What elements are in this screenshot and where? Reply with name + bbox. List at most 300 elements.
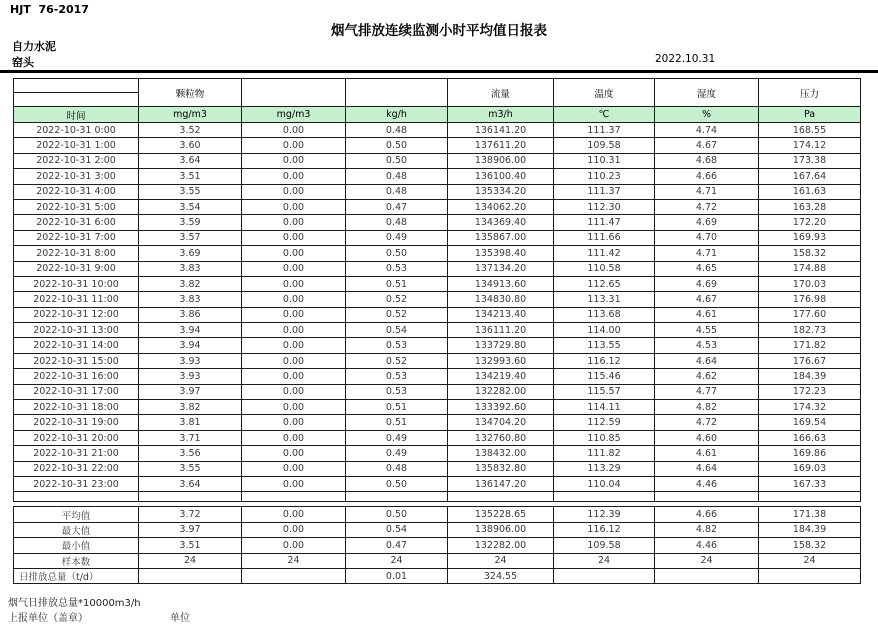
reporting-unit-label: 上报单位（盖章） (8, 613, 88, 624)
summary-value-cell: 0.00 (242, 507, 346, 522)
value-cell: 166.63 (759, 430, 861, 445)
summary-value-cell: 0.01 (346, 568, 448, 583)
summary-value-cell: 24 (242, 553, 346, 568)
summary-value-cell: 132282.00 (448, 538, 554, 553)
time-cell: 2022-10-31 7:00 (14, 230, 139, 245)
value-cell: 0.52 (346, 292, 448, 307)
summary-label-cell: 最小值 (14, 538, 139, 553)
time-cell: 2022-10-31 4:00 (14, 184, 139, 199)
value-cell: 158.32 (759, 246, 861, 261)
value-cell: 0.48 (346, 215, 448, 230)
summary-value-cell: 135228.65 (448, 507, 554, 522)
value-cell: 4.71 (655, 184, 759, 199)
value-cell: 4.61 (655, 446, 759, 461)
table-row (14, 430, 861, 445)
time-cell: 2022-10-31 3:00 (14, 169, 139, 184)
value-cell: 4.53 (655, 338, 759, 353)
header-divider (0, 70, 878, 73)
value-cell: 0.54 (346, 323, 448, 338)
value-cell: 0.48 (346, 169, 448, 184)
summary-value-cell: 116.12 (554, 522, 655, 537)
table-row (14, 415, 861, 430)
summary-value-cell: 24 (655, 553, 759, 568)
value-cell: 0.51 (346, 415, 448, 430)
value-cell: 134219.40 (448, 369, 554, 384)
value-cell: 111.82 (554, 446, 655, 461)
value-cell: 3.86 (139, 307, 242, 322)
summary-value-cell (759, 568, 861, 583)
time-cell: 2022-10-31 9:00 (14, 261, 139, 276)
page-title: 烟气排放连续监测小时平均值日报表 (331, 23, 547, 39)
unit-pa: Pa (759, 107, 861, 123)
hourly-data-table (13, 78, 861, 502)
table-row (14, 138, 861, 153)
value-cell: 172.20 (759, 215, 861, 230)
empty-cell (242, 492, 346, 502)
table-row (14, 199, 861, 214)
unit-celsius: ℃ (554, 107, 655, 123)
time-cell: 2022-10-31 8:00 (14, 246, 139, 261)
value-cell: 111.37 (554, 184, 655, 199)
value-cell: 132993.60 (448, 353, 554, 368)
time-cell: 2022-10-31 5:00 (14, 199, 139, 214)
value-cell: 4.67 (655, 138, 759, 153)
value-cell: 3.93 (139, 369, 242, 384)
value-cell: 137611.20 (448, 138, 554, 153)
value-cell: 110.04 (554, 476, 655, 491)
value-cell: 0.00 (242, 215, 346, 230)
value-cell: 184.39 (759, 369, 861, 384)
empty-cell (346, 492, 448, 502)
value-cell: 4.72 (655, 199, 759, 214)
value-cell: 167.33 (759, 476, 861, 491)
value-cell: 4.70 (655, 230, 759, 245)
value-cell: 0.00 (242, 276, 346, 291)
value-cell: 133392.60 (448, 400, 554, 415)
empty-cell (759, 492, 861, 502)
value-cell: 136111.20 (448, 323, 554, 338)
value-cell: 4.66 (655, 169, 759, 184)
value-cell: 3.51 (139, 169, 242, 184)
value-cell: 0.00 (242, 353, 346, 368)
value-cell: 0.47 (346, 199, 448, 214)
value-cell: 112.30 (554, 199, 655, 214)
value-cell: 3.69 (139, 246, 242, 261)
value-cell: 0.52 (346, 353, 448, 368)
summary-value-cell (554, 568, 655, 583)
value-cell: 3.64 (139, 153, 242, 168)
standard-code: HJT 76-2017 (10, 3, 89, 16)
value-cell: 3.55 (139, 461, 242, 476)
table-row (14, 261, 861, 276)
value-cell: 3.52 (139, 123, 242, 138)
summary-value-cell: 24 (346, 553, 448, 568)
summary-label-cell: 样本数 (14, 553, 139, 568)
value-cell: 0.53 (346, 384, 448, 399)
value-cell: 135867.00 (448, 230, 554, 245)
value-cell: 110.31 (554, 153, 655, 168)
table-row (14, 476, 861, 491)
value-cell: 113.31 (554, 292, 655, 307)
value-cell: 3.97 (139, 384, 242, 399)
value-cell: 0.53 (346, 369, 448, 384)
summary-row (14, 522, 861, 537)
summary-value-cell: 0.47 (346, 538, 448, 553)
value-cell: 174.32 (759, 400, 861, 415)
summary-value-cell: 24 (554, 553, 655, 568)
value-cell: 0.53 (346, 261, 448, 276)
value-cell: 3.55 (139, 184, 242, 199)
value-cell: 3.64 (139, 476, 242, 491)
value-cell: 3.94 (139, 323, 242, 338)
unit-percent: % (655, 107, 759, 123)
value-cell: 4.69 (655, 276, 759, 291)
company-name: 自力水泥 (12, 40, 56, 53)
empty-cell (14, 492, 139, 502)
table-row (14, 307, 861, 322)
empty-cell (139, 492, 242, 502)
unit-mgm3-2: mg/m3 (242, 107, 346, 123)
value-cell: 4.72 (655, 415, 759, 430)
value-cell: 0.00 (242, 169, 346, 184)
summary-row (14, 553, 861, 568)
value-cell: 132282.00 (448, 384, 554, 399)
value-cell: 0.49 (346, 446, 448, 461)
table-row (14, 123, 861, 138)
value-cell: 0.50 (346, 476, 448, 491)
value-cell: 0.48 (346, 461, 448, 476)
value-cell: 0.00 (242, 400, 346, 415)
table-row (14, 338, 861, 353)
value-cell: 3.81 (139, 415, 242, 430)
table-row (14, 215, 861, 230)
unit-header-row (14, 107, 861, 123)
value-cell: 134913.60 (448, 276, 554, 291)
value-cell: 136147.20 (448, 476, 554, 491)
value-cell: 109.58 (554, 138, 655, 153)
column-header-temperature: 温度 (554, 79, 655, 107)
value-cell: 4.65 (655, 261, 759, 276)
value-cell: 0.00 (242, 430, 346, 445)
value-cell: 3.83 (139, 261, 242, 276)
empty-cell (655, 492, 759, 502)
summary-row (14, 507, 861, 522)
value-cell: 4.62 (655, 369, 759, 384)
value-cell: 3.57 (139, 230, 242, 245)
table-row (14, 153, 861, 168)
value-cell: 3.82 (139, 400, 242, 415)
tables-container (13, 78, 861, 584)
value-cell: 4.68 (655, 153, 759, 168)
value-cell: 135334.20 (448, 184, 554, 199)
value-cell: 111.37 (554, 123, 655, 138)
empty-cell (554, 492, 655, 502)
value-cell: 138432.00 (448, 446, 554, 461)
time-cell: 2022-10-31 2:00 (14, 153, 139, 168)
value-cell: 132760.80 (448, 430, 554, 445)
value-cell: 0.50 (346, 153, 448, 168)
value-cell: 0.50 (346, 246, 448, 261)
value-cell: 137134.20 (448, 261, 554, 276)
time-cell: 2022-10-31 18:00 (14, 400, 139, 415)
summary-value-cell: 24 (759, 553, 861, 568)
summary-value-cell: 0.50 (346, 507, 448, 522)
summary-value-cell: 3.97 (139, 522, 242, 537)
summary-row (14, 568, 861, 583)
time-cell: 2022-10-31 11:00 (14, 292, 139, 307)
value-cell: 0.00 (242, 199, 346, 214)
value-cell: 0.00 (242, 323, 346, 338)
value-cell: 176.98 (759, 292, 861, 307)
value-cell: 4.46 (655, 476, 759, 491)
value-cell: 0.53 (346, 338, 448, 353)
summary-table (13, 506, 861, 584)
value-cell: 112.65 (554, 276, 655, 291)
value-cell: 0.51 (346, 276, 448, 291)
value-cell: 0.00 (242, 338, 346, 353)
summary-value-cell: 138906.00 (448, 522, 554, 537)
split-cell-top (14, 79, 139, 93)
empty-cell (448, 492, 554, 502)
value-cell: 0.00 (242, 384, 346, 399)
value-cell: 182.73 (759, 323, 861, 338)
table-row (14, 276, 861, 291)
unit-kgh: kg/h (346, 107, 448, 123)
time-header: 时间 (14, 107, 139, 123)
value-cell: 0.52 (346, 307, 448, 322)
time-cell: 2022-10-31 21:00 (14, 446, 139, 461)
value-cell: 177.60 (759, 307, 861, 322)
value-cell: 4.71 (655, 246, 759, 261)
value-cell: 4.55 (655, 323, 759, 338)
column-header-pm: 颗粒物 (139, 79, 242, 107)
value-cell: 0.49 (346, 430, 448, 445)
value-cell: 110.58 (554, 261, 655, 276)
time-cell: 2022-10-31 10:00 (14, 276, 139, 291)
value-cell: 114.11 (554, 400, 655, 415)
value-cell: 0.00 (242, 307, 346, 322)
time-cell: 2022-10-31 0:00 (14, 123, 139, 138)
value-cell: 0.00 (242, 123, 346, 138)
value-cell: 110.23 (554, 169, 655, 184)
value-cell: 170.03 (759, 276, 861, 291)
value-cell: 115.57 (554, 384, 655, 399)
value-cell: 0.00 (242, 446, 346, 461)
group-header-row (14, 79, 861, 93)
value-cell: 3.82 (139, 276, 242, 291)
time-cell: 2022-10-31 6:00 (14, 215, 139, 230)
value-cell: 169.54 (759, 415, 861, 430)
time-cell: 2022-10-31 23:00 (14, 476, 139, 491)
summary-value-cell: 4.66 (655, 507, 759, 522)
value-cell: 0.00 (242, 476, 346, 491)
value-cell: 4.77 (655, 384, 759, 399)
unit-mgm3-1: mg/m3 (139, 107, 242, 123)
value-cell: 174.12 (759, 138, 861, 153)
time-cell: 2022-10-31 22:00 (14, 461, 139, 476)
column-header-humidity: 湿度 (655, 79, 759, 107)
empty-row (14, 492, 861, 502)
value-cell: 116.12 (554, 353, 655, 368)
summary-value-cell: 324.55 (448, 568, 554, 583)
value-cell: 0.48 (346, 184, 448, 199)
time-cell: 2022-10-31 16:00 (14, 369, 139, 384)
summary-value-cell: 4.82 (655, 522, 759, 537)
summary-value-cell: 24 (448, 553, 554, 568)
value-cell: 0.00 (242, 369, 346, 384)
value-cell: 3.54 (139, 199, 242, 214)
time-cell: 2022-10-31 15:00 (14, 353, 139, 368)
summary-value-cell: 0.54 (346, 522, 448, 537)
summary-value-cell: 4.46 (655, 538, 759, 553)
value-cell: 3.60 (139, 138, 242, 153)
table-row (14, 353, 861, 368)
value-cell: 136100.40 (448, 169, 554, 184)
report-date: 2022.10.31 (655, 53, 716, 65)
value-cell: 4.61 (655, 307, 759, 322)
value-cell: 0.00 (242, 292, 346, 307)
value-cell: 134369.40 (448, 215, 554, 230)
value-cell: 111.66 (554, 230, 655, 245)
value-cell: 0.00 (242, 230, 346, 245)
table-row (14, 446, 861, 461)
value-cell: 134213.40 (448, 307, 554, 322)
value-cell: 111.47 (554, 215, 655, 230)
value-cell: 3.93 (139, 353, 242, 368)
value-cell: 0.51 (346, 400, 448, 415)
value-cell: 0.48 (346, 123, 448, 138)
time-cell: 2022-10-31 1:00 (14, 138, 139, 153)
value-cell: 169.86 (759, 446, 861, 461)
table-row (14, 169, 861, 184)
column-header-pressure: 压力 (759, 79, 861, 107)
value-cell: 3.59 (139, 215, 242, 230)
value-cell: 110.85 (554, 430, 655, 445)
value-cell: 112.59 (554, 415, 655, 430)
table-row (14, 230, 861, 245)
value-cell: 0.00 (242, 415, 346, 430)
value-cell: 0.00 (242, 261, 346, 276)
column-header-blank2 (346, 79, 448, 107)
value-cell: 163.28 (759, 199, 861, 214)
time-cell: 2022-10-31 17:00 (14, 384, 139, 399)
value-cell: 171.82 (759, 338, 861, 353)
value-cell: 4.60 (655, 430, 759, 445)
monitoring-point: 窑头 (12, 56, 34, 69)
unit-label: 单位 (170, 613, 190, 624)
value-cell: 4.64 (655, 353, 759, 368)
value-cell: 115.46 (554, 369, 655, 384)
value-cell: 174.88 (759, 261, 861, 276)
value-cell: 3.56 (139, 446, 242, 461)
time-cell: 2022-10-31 19:00 (14, 415, 139, 430)
time-cell: 2022-10-31 20:00 (14, 430, 139, 445)
summary-value-cell: 109.58 (554, 538, 655, 553)
summary-value-cell: 3.51 (139, 538, 242, 553)
value-cell: 176.67 (759, 353, 861, 368)
summary-value-cell: 184.39 (759, 522, 861, 537)
summary-value-cell (242, 568, 346, 583)
summary-label-cell: 最大值 (14, 522, 139, 537)
summary-value-cell: 158.32 (759, 538, 861, 553)
value-cell: 136141.20 (448, 123, 554, 138)
value-cell: 3.71 (139, 430, 242, 445)
value-cell: 134830.80 (448, 292, 554, 307)
value-cell: 133729.80 (448, 338, 554, 353)
summary-value-cell: 24 (139, 553, 242, 568)
table-row (14, 461, 861, 476)
table-row (14, 323, 861, 338)
value-cell: 3.83 (139, 292, 242, 307)
value-cell: 4.74 (655, 123, 759, 138)
summary-row (14, 538, 861, 553)
value-cell: 3.94 (139, 338, 242, 353)
table-row (14, 246, 861, 261)
table-row (14, 400, 861, 415)
summary-label-cell: 平均值 (14, 507, 139, 522)
value-cell: 138906.00 (448, 153, 554, 168)
unit-m3h: m3/h (448, 107, 554, 123)
summary-label-cell: 日排放总量（t/d） (14, 568, 139, 583)
summary-rows (14, 507, 861, 584)
table-row (14, 292, 861, 307)
table-row (14, 384, 861, 399)
summary-value-cell: 112.39 (554, 507, 655, 522)
value-cell: 4.69 (655, 215, 759, 230)
value-cell: 4.64 (655, 461, 759, 476)
value-cell: 0.50 (346, 138, 448, 153)
value-cell: 0.00 (242, 138, 346, 153)
summary-value-cell: 3.72 (139, 507, 242, 522)
footer-note: 烟气日排放总量*10000m3/h (8, 598, 141, 609)
value-cell: 4.82 (655, 400, 759, 415)
value-cell: 169.03 (759, 461, 861, 476)
summary-value-cell: 0.00 (242, 522, 346, 537)
value-cell: 134704.20 (448, 415, 554, 430)
value-cell: 0.49 (346, 230, 448, 245)
value-cell: 0.00 (242, 246, 346, 261)
value-cell: 113.29 (554, 461, 655, 476)
time-cell: 2022-10-31 13:00 (14, 323, 139, 338)
table-row (14, 184, 861, 199)
table-row (14, 369, 861, 384)
value-cell: 4.67 (655, 292, 759, 307)
value-cell: 134062.20 (448, 199, 554, 214)
value-cell: 0.00 (242, 184, 346, 199)
value-cell: 0.00 (242, 153, 346, 168)
time-cell: 2022-10-31 14:00 (14, 338, 139, 353)
summary-value-cell (655, 568, 759, 583)
value-cell: 161.63 (759, 184, 861, 199)
value-cell: 111.42 (554, 246, 655, 261)
value-cell: 114.00 (554, 323, 655, 338)
summary-value-cell: 0.00 (242, 538, 346, 553)
time-cell: 2022-10-31 12:00 (14, 307, 139, 322)
column-header-blank1 (242, 79, 346, 107)
column-header-flow: 流量 (448, 79, 554, 107)
value-cell: 135398.40 (448, 246, 554, 261)
summary-value-cell (139, 568, 242, 583)
value-cell: 113.55 (554, 338, 655, 353)
value-cell: 168.55 (759, 123, 861, 138)
summary-value-cell: 171.38 (759, 507, 861, 522)
value-cell: 0.00 (242, 461, 346, 476)
value-cell: 173.38 (759, 153, 861, 168)
data-rows (14, 123, 861, 502)
value-cell: 169.93 (759, 230, 861, 245)
value-cell: 172.23 (759, 384, 861, 399)
value-cell: 135832.80 (448, 461, 554, 476)
